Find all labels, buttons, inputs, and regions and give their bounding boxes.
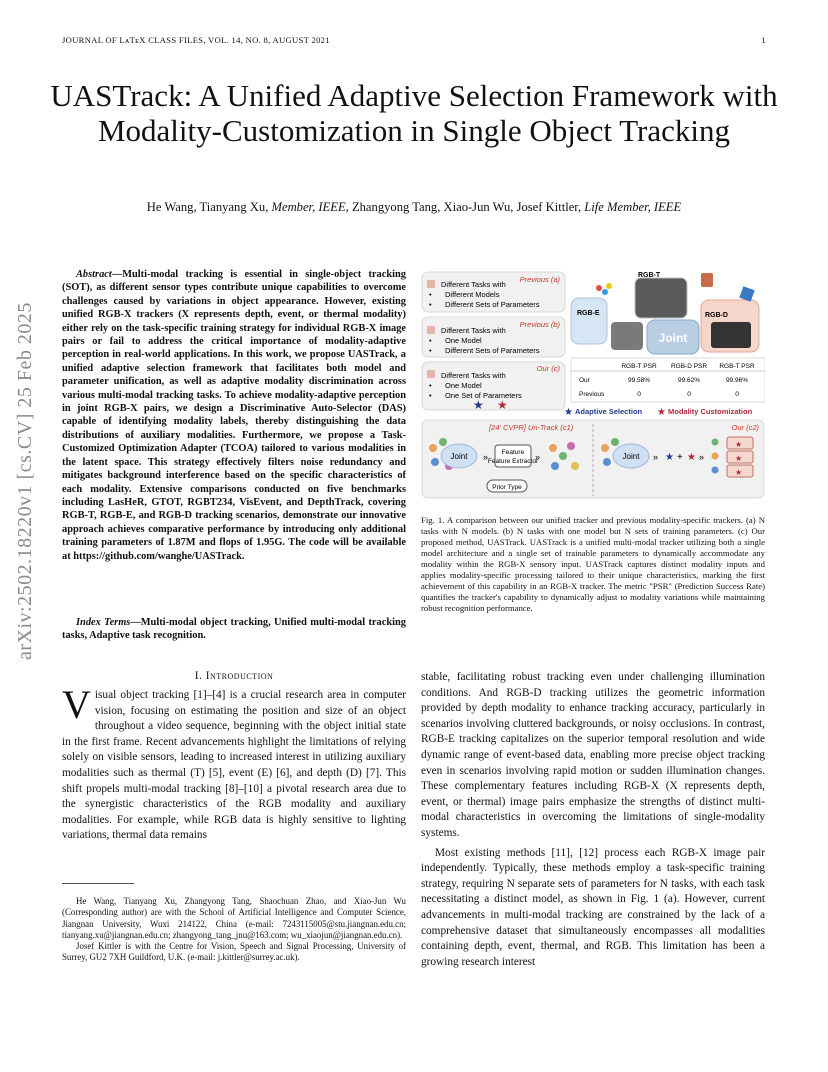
- svg-text:★: ★: [665, 452, 674, 463]
- svg-text:★: ★: [687, 452, 696, 463]
- rgbe-sample-image: [611, 322, 643, 350]
- section-number: I.: [194, 670, 203, 682]
- panel-c-heading: Different Tasks with: [441, 371, 506, 380]
- c1-joint: Joint: [450, 452, 468, 461]
- footnotes: [62, 896, 406, 964]
- label-rgbt: RGB-T: [638, 272, 661, 279]
- intro-left-text: isual object tracking [1]–[4] is a crucial research area in computer vision, focusing on estimating the position and size of an object throughout a video sequence, beginning with the object initial state in the first frame. Recent advancements highlight the limitations of relying solely on visible sensors, leading to increased interest in utilizing auxiliary modalities such as thermal (T) [5], event (E) [6], and depth (D) [7]. This shift propels multi-modal tracking [8]–[10] a pivotal research area due to the synergistic characteristics of the RGB modality and auxiliary modalities. For example, while RGB data is highly sensitive to lighting variations, thermal data remains: [62, 689, 406, 842]
- author-list: [40, 200, 788, 215]
- panel-c: [422, 362, 565, 412]
- footnote-rule: [62, 883, 134, 884]
- c1-tag: [24' CVPR] Un-Track (c1): [489, 423, 574, 432]
- panel-a-bullet-1: Different Models: [445, 290, 500, 299]
- psr-prev-1: 0: [637, 391, 641, 398]
- panel-a-tag: Previous (a): [519, 275, 560, 284]
- panel-b-tag: Previous (b): [519, 320, 560, 329]
- panel-b: [422, 317, 565, 357]
- section-title: Introduction: [205, 670, 274, 682]
- author-role-2: Life Member, IEEE: [584, 200, 682, 214]
- label-rgbe: RGB-E: [577, 310, 600, 317]
- abstract-text: —Multi-modal tracking is essential in single-object tracking (SOT), as different sensor types contribute unique capabilities to overcome challenges caused by variations in object appearance. However, existing unified RGB-X trackers (X represents depth, event, or thermal modality) either rely on the task-specific training strategy for individual RGB-X image pairs or fail to address the critical importance of modality-adaptive perception in real-world applications. In this work, we propose UASTrack, a unified adaptive selection framework that facilitates both model and parameter unification, as well as adaptive modality discrimination across various multi-modal tracking tasks. To achieve modality-adaptive perception in joint RGB-X pairs, we design a Discriminative Auto-Selector (DAS) capable of identifying modality labels, thereby distinguishing the data distributions of auxiliary modalities. Furthermore, we propose a Task-Customized Optimization Adapter (TCOA) tailored to various modalities in the latent space. This strategy effectively filters noise redundancy and mitigates background interference based on the specific characteristics of each modality. Extensive comparisons conducted on five benchmarks including LasHeR, GTOT, RGBT234, VisEvent, and DepthTrack, covering RGB-T, RGB-E, and RGB-D tracking scenarios, demonstrate our innovative approach achieves comparative performance by introducing only additional training parameters of 1.87M and flops of 1.95G. The code will be available at https://github.com/wanghe/UASTrack.: [62, 269, 406, 562]
- figure-1-graphic: [421, 270, 765, 500]
- panel-c-tag: Our (c): [536, 364, 560, 373]
- panel-b-bullet-2: Different Sets of Parameters: [445, 346, 540, 355]
- svg-text:+: +: [677, 452, 683, 463]
- abstract: [62, 268, 406, 563]
- intro-left-column: [62, 682, 406, 844]
- paper-title: UASTrack: A Unified Adaptive Selection Framework with Modality-Customization in Single Object Tracking: [50, 78, 778, 148]
- figure-1: [421, 270, 765, 500]
- panel-c1-c2: [422, 420, 764, 498]
- intro-right-paragraph-2: Most existing methods [11], [12] process each RGB-X image pair independently. Typically, these methods employ a task-specific training strategy, requiring N separate sets of parameters for N tasks, with each task necessitating a distinct model, as shown in Fig. 1 (a). However, current advancements in multi-modal tracking are constrained by the lack of a comprehensive dataset that simultaneously encompasses all modalities containing depth, event, thermal, and RGB. This limitation has been a growing research interest: [421, 846, 765, 968]
- svg-text:★: ★: [735, 468, 743, 477]
- c2-tag: Our (c2): [731, 423, 759, 432]
- intro-right-column: [421, 670, 765, 970]
- psr-prev-3: 0: [735, 391, 739, 398]
- rgbt-frame: [635, 278, 687, 318]
- svg-text:»: »: [653, 452, 659, 462]
- star-blue-icon: ★: [473, 398, 484, 412]
- page-number: 1: [761, 35, 766, 45]
- svg-text:•: •: [429, 290, 432, 299]
- author-role-1: Member, IEEE: [271, 200, 346, 214]
- depth-cube-icon: [739, 286, 754, 301]
- svg-text:•: •: [429, 300, 432, 309]
- thermal-camera-icon: [701, 273, 713, 287]
- svg-text:★: ★: [657, 407, 666, 418]
- section-heading: [62, 670, 406, 682]
- rgbd-sample-image: [711, 322, 751, 348]
- psr-our-2: 99.62%: [677, 377, 701, 384]
- psr-our-3: 99.96%: [725, 377, 749, 384]
- panel-c-bullet-2: One Set of Parameters: [445, 391, 522, 400]
- svg-text:•: •: [429, 381, 432, 390]
- svg-text:★: ★: [735, 454, 743, 463]
- footnote-kittler: Josef Kittler is with the Centre for Vision, Speech and Signal Processing, University of Surrey, GU2 7XH Guildford, U.K. (e-mail: j.kittler@surrey.ac.uk).: [62, 941, 406, 963]
- svg-text:Feature: Feature: [501, 449, 525, 456]
- arrow-c1-a: »: [483, 452, 489, 462]
- svg-text:»: »: [699, 452, 705, 462]
- joint-cluster: [571, 272, 759, 354]
- arxiv-stamp-text: arXiv:2502.18220v1 [cs.CV] 25 Feb 2025: [14, 302, 36, 660]
- index-terms-label: Index Terms: [76, 617, 131, 628]
- svg-text:•: •: [429, 391, 432, 400]
- intro-right-paragraph-1: stable, facilitating robust tracking even under challenging illumination conditions. And RGB-D tracking utilizes the geometric information provided by depth modality to enhance tracking accuracy, particularly in scenarios involving cluttered backgrounds, or noisy occlusions. In contrast, RGB-E tracking capitalizes on the superior temporal resolution and wide dynamic range of event-based data, enabling more precise object tracking even in scenarios involving rapid motion or sudden illumination changes. These complementary features including RGB-X (X represents depth, event, or thermal) image pairs emphasize the strengths of distinct multi-modal characteristics in overcoming the limitations of single-modality systems.: [421, 671, 765, 839]
- panel-b-heading: Different Tasks with: [441, 326, 506, 335]
- drop-cap: V: [62, 682, 91, 727]
- journal-line: JOURNAL OF LᴀTᴇX CLASS FILES, VOL. 14, NO. 8, AUGUST 2021: [62, 35, 330, 45]
- psr-prev-2: 0: [687, 391, 691, 398]
- svg-text:★: ★: [735, 440, 743, 449]
- psr-our-1: 99.58%: [627, 377, 651, 384]
- label-joint: Joint: [658, 331, 688, 345]
- psr-col-3: RGB-T PSR: [719, 363, 755, 370]
- panel-a: [422, 272, 565, 312]
- footnote-affiliation: He Wang, Tianyang Xu, Zhangyong Tang, Shaochuan Zhao, and Xiao-Jun Wu (Corresponding author) are with the School of Artificial Intelligence and Computer Science, Jiangnan University, Wuxi 214122, China (e-mail: 7243115005@stu.jiangnan.edu.cn; tianyang.xu@jiangnan.edu.cn; zhangyong_tang_jnu@163.com; wu_xiaojun@jiangnan.edu.cn).: [62, 896, 406, 940]
- author-names-1: He Wang, Tianyang Xu,: [146, 200, 269, 214]
- psr-col-2: RGB-D PSR: [670, 363, 708, 370]
- abstract-label: Abstract: [76, 269, 112, 280]
- star-red-icon: ★: [497, 398, 508, 412]
- arrow-c1-b: »: [535, 452, 541, 462]
- panel-a-heading: Different Tasks with: [441, 280, 506, 289]
- c1-prior: Prior Type: [492, 484, 522, 491]
- author-names-2: , Zhangyong Tang, Xiao-Jun Wu, Josef Kittler,: [345, 200, 582, 214]
- svg-text:•: •: [429, 346, 432, 355]
- psr-table: [571, 358, 765, 402]
- legend-adaptive: Adaptive Selection: [575, 407, 643, 416]
- figure-1-caption: Fig. 1. A comparison between our unified tracker and previous modality-specific trackers. (a) N tasks with N models. (b) N tasks with one model but N sets of training parameters. (c) Our proposed method, UASTrack. UASTrack is a unified multi-modal tracker utilizing both a single model architecture and a single set of trainable parameters to dynamically accommodate any modality within the RGB-X sensory input. UASTrack captures distinct modality inputs and applies modality-specific processing tailored to their unique characteristics, marking the first achievement of this capability in an RGB-X tracker. The metric "PSR" (Prediction Success Rate) quantifies the tracker's capability to dynamically adjust to modality variations while maintaining robust recognition performance.: [421, 515, 765, 613]
- svg-text:★: ★: [564, 407, 573, 418]
- c1-extractor: Feature Extractor: [487, 458, 539, 465]
- label-rgbd: RGB-D: [705, 312, 728, 319]
- panel-c-bullet-1: One Model: [445, 381, 482, 390]
- figure-legend: [564, 407, 753, 418]
- running-header: [62, 35, 766, 45]
- index-terms-text: —Multi-modal object tracking, Unified multi-modal tracking tasks, Adaptive task recognition.: [62, 617, 406, 642]
- rgbe-frame: [571, 298, 607, 344]
- svg-text:•: •: [429, 336, 432, 345]
- psr-col-1: RGB-T PSR: [621, 363, 657, 370]
- psr-row-prev: Previous: [579, 391, 605, 398]
- panel-a-bullet-2: Different Sets of Parameters: [445, 300, 540, 309]
- c2-joint: Joint: [622, 452, 640, 461]
- legend-custom: Modality Customization: [668, 407, 753, 416]
- psr-row-our: Our: [579, 377, 590, 384]
- index-terms: [62, 616, 406, 643]
- panel-b-bullet-1: One Model: [445, 336, 482, 345]
